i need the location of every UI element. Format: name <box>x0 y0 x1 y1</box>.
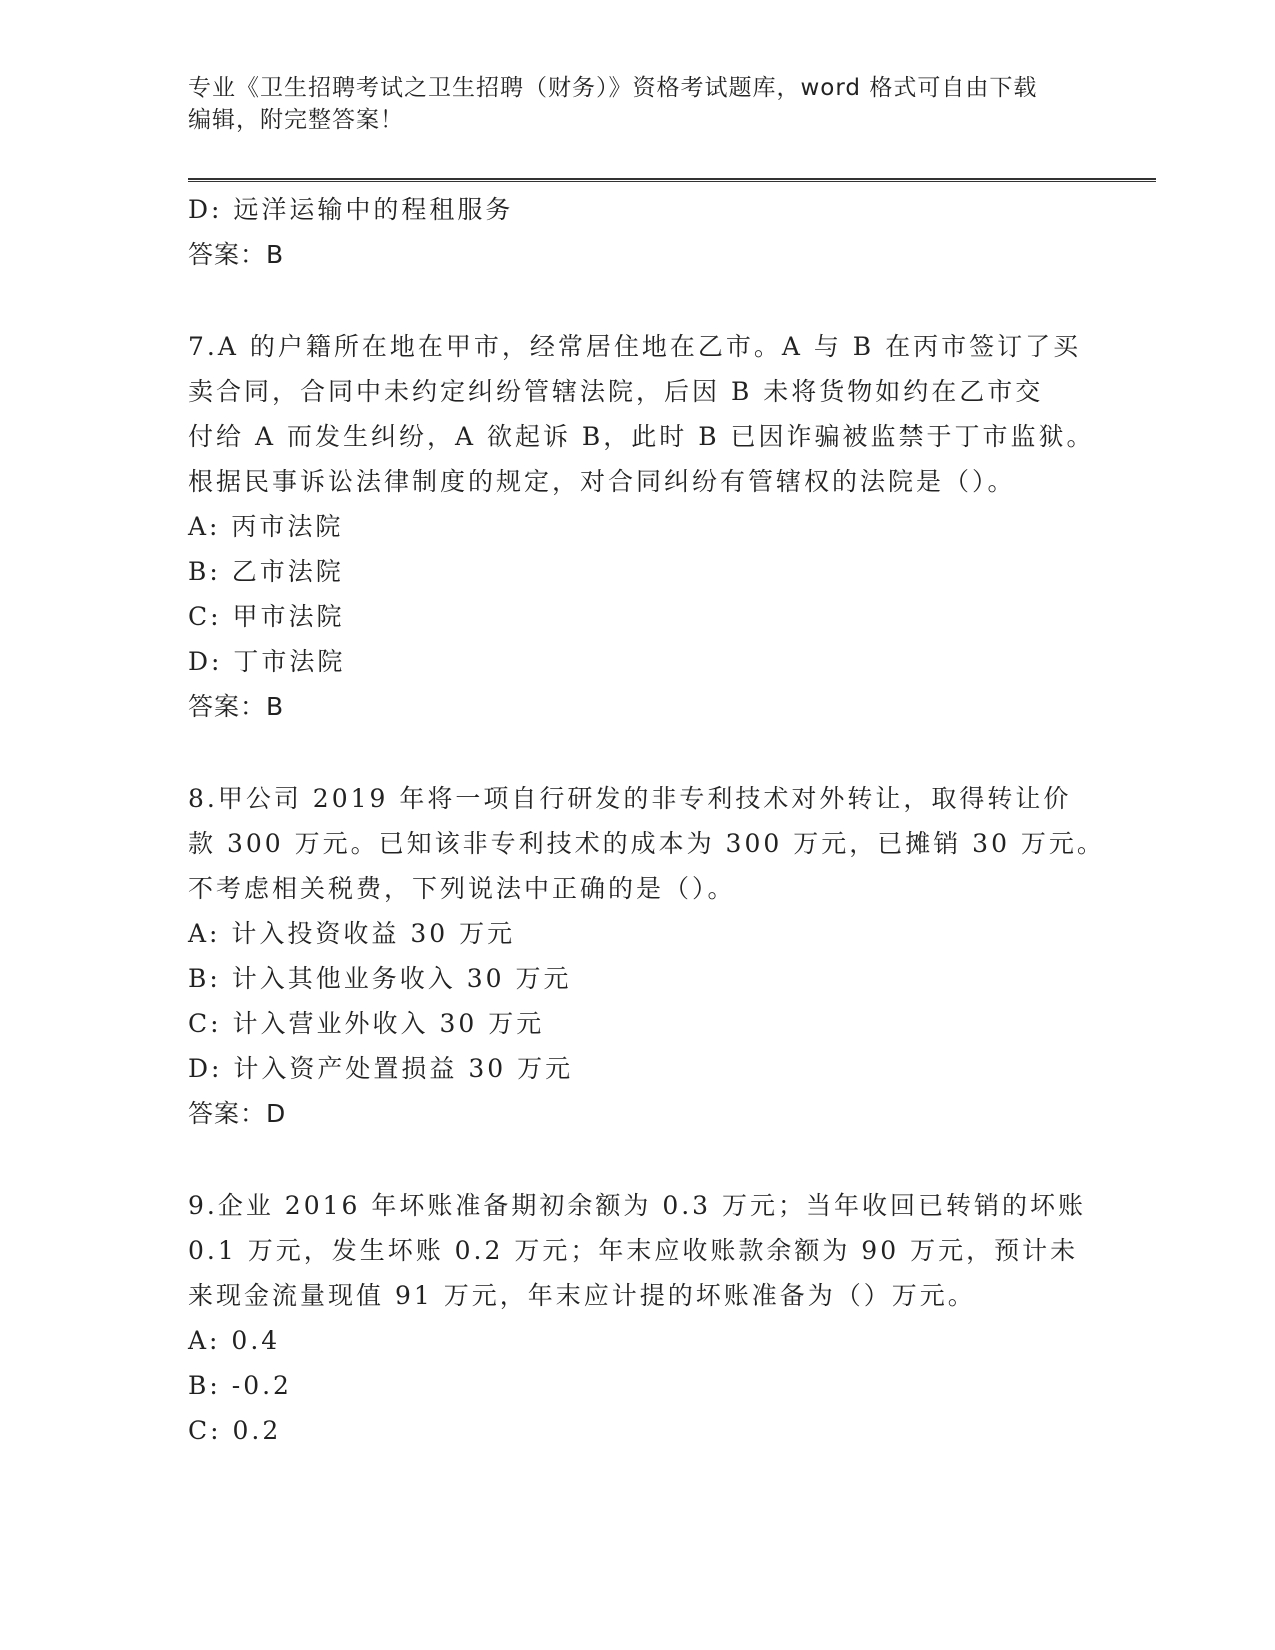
q6-answer: 答案：B <box>188 240 285 269</box>
header-line-2: 编辑，附完整答案！ <box>188 107 404 133</box>
q9-text-line-1: 9.企业 2016 年坏账准备期初余额为 0.3 万元；当年收回已转销的坏账 <box>188 1191 1087 1220</box>
q8-option-c: C: 计入营业外收入 30 万元 <box>188 1009 545 1038</box>
spacer <box>188 729 1088 776</box>
q8-option-b: B: 计入其他业务收入 30 万元 <box>188 964 572 993</box>
q7-option-d: D: 丁市法院 <box>188 647 346 676</box>
q7-answer: 答案：B <box>188 692 285 721</box>
q7-option-a: A: 丙市法院 <box>188 512 344 541</box>
page-header <box>188 72 1068 136</box>
q8-option-d: D: 计入资产处置损益 30 万元 <box>188 1054 574 1083</box>
question-9 <box>188 1183 1088 1453</box>
q7-text-line-1: 7.A 的户籍所在地在甲市，经常居住地在乙市。A 与 B 在丙市签订了买 <box>188 332 1082 361</box>
q9-text-line-3: 来现金流量现值 91 万元，年末应计提的坏账准备为（）万元。 <box>188 1281 976 1310</box>
q9-text-line-2: 0.1 万元，发生坏账 0.2 万元；年末应收账款余额为 90 万元，预计未 <box>188 1236 1079 1265</box>
document-body <box>188 187 1105 1453</box>
spacer <box>188 277 1088 324</box>
header-line-1: 专业《卫生招聘考试之卫生招聘（财务）》资格考试题库，word 格式可自由下载 <box>188 75 1038 101</box>
q8-text-line-1: 8.甲公司 2019 年将一项自行研发的非专利技术对外转让，取得转让价 <box>188 784 1072 813</box>
q9-option-a: A: 0.4 <box>188 1326 281 1355</box>
q9-option-b: B: -0.2 <box>188 1371 292 1400</box>
q8-option-a: A: 计入投资收益 30 万元 <box>188 919 516 948</box>
q7-option-b: B: 乙市法院 <box>188 557 344 586</box>
q9-option-c: C: 0.2 <box>188 1416 282 1445</box>
q7-text-line-3: 付给 A 而发生纠纷，A 欲起诉 B，此时 B 已因诈骗被监禁于丁市监狱。 <box>188 422 1095 451</box>
q8-answer: 答案：D <box>188 1099 287 1128</box>
q8-text-line-3: 不考虑相关税费，下列说法中正确的是（）。 <box>188 874 736 903</box>
spacer <box>188 1136 1088 1183</box>
q6-option-d: D: 远洋运输中的程租服务 <box>188 195 514 224</box>
header-divider <box>188 178 1156 182</box>
question-7 <box>188 324 1095 729</box>
question-6 <box>188 187 1088 277</box>
question-8 <box>188 776 1105 1136</box>
q7-text-line-2: 卖合同，合同中未约定纠纷管辖法院，后因 B 未将货物如约在乙市交 <box>188 377 1044 406</box>
q8-text-line-2: 款 300 万元。已知该非专利技术的成本为 300 万元，已摊销 30 万元。 <box>188 829 1105 858</box>
q7-text-line-4: 根据民事诉讼法律制度的规定，对合同纠纷有管辖权的法院是（）。 <box>188 467 1016 496</box>
q7-option-c: C: 甲市法院 <box>188 602 345 631</box>
